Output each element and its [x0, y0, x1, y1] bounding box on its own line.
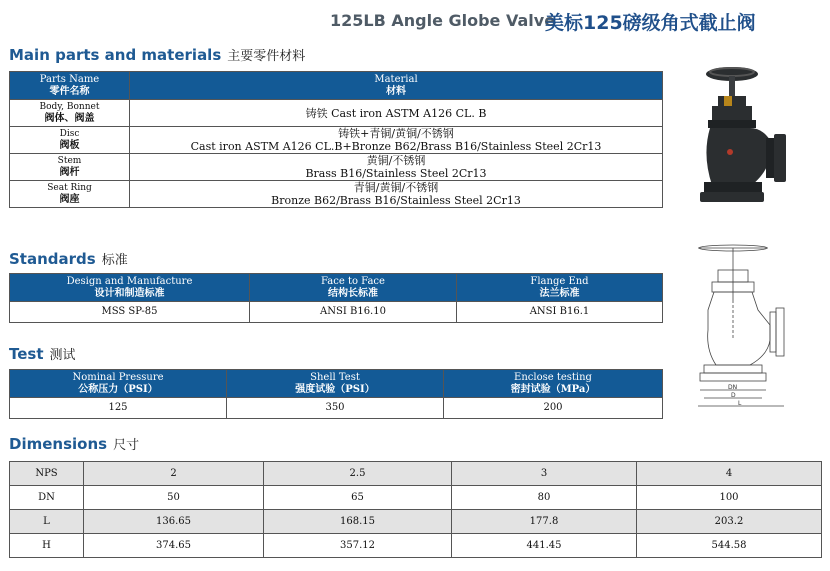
table-row: [10, 398, 663, 419]
column-header: Shell Test 强度试验（PSI）: [227, 370, 444, 398]
drawing-label-d: D: [731, 392, 736, 399]
test-table: [9, 369, 663, 419]
parts-table: [9, 71, 663, 208]
table-row: [10, 510, 822, 534]
column-header: Enclose testing 密封试验（MPa）: [444, 370, 663, 398]
table-header-row: [10, 370, 663, 398]
table-cell: 357.12: [264, 534, 452, 558]
table-cell: ANSI B16.1: [457, 302, 663, 323]
column-header: Parts Name 零件名称: [10, 72, 130, 100]
column-header: Face to Face 结构长标准: [250, 274, 457, 302]
table-cell: 350: [227, 398, 444, 419]
table-cell: Body, Bonnet 阀体、阀盖: [10, 100, 130, 127]
row-label: L: [10, 510, 84, 534]
section-heading-test: [9, 344, 76, 363]
section-title: Dimensions: [9, 435, 108, 453]
table-row: [10, 181, 663, 208]
table-row: [10, 534, 822, 558]
row-label: H: [10, 534, 84, 558]
dimensions-table: [9, 461, 822, 558]
table-cell: 177.8: [452, 510, 637, 534]
table-cell: 374.65: [84, 534, 264, 558]
table-cell: 544.58: [637, 534, 822, 558]
table-cell: 441.45: [452, 534, 637, 558]
column-header: Material 材料: [130, 72, 663, 100]
section-subtitle: 标准: [101, 253, 128, 268]
page-title-cn: 美标125磅级角式截止阀: [545, 12, 756, 34]
section-heading-parts: [9, 45, 305, 64]
table-cell: Disc 阀板: [10, 127, 130, 154]
standards-table: [9, 273, 663, 323]
table-cell: 203.2: [637, 510, 822, 534]
table-cell: 125: [10, 398, 227, 419]
table-cell: 铸铁+青铜/黄铜/不锈钢 Cast iron ASTM A126 CL.B+Bronze B62/Brass B16/Stainless Steel 2Cr13: [130, 127, 663, 154]
valve-photo: [690, 60, 800, 210]
table-row: [10, 302, 663, 323]
table-cell: Seat Ring 阀座: [10, 181, 130, 208]
table-cell: 136.65: [84, 510, 264, 534]
table-cell: 50: [84, 486, 264, 510]
table-cell: 65: [264, 486, 452, 510]
section-subtitle: 尺寸: [113, 438, 140, 453]
table-cell: 3: [452, 462, 637, 486]
page-title-en: 125LB Angle Globe Valve: [330, 11, 556, 30]
table-row: [10, 486, 822, 510]
table-header-row: [10, 274, 663, 302]
section-subtitle: 测试: [49, 348, 76, 363]
table-cell: ANSI B16.10: [250, 302, 457, 323]
row-label: DN: [10, 486, 84, 510]
section-title: Main parts and materials: [9, 46, 222, 64]
table-cell: MSS SP-85: [10, 302, 250, 323]
table-cell: 青铜/黄铜/不锈钢 Bronze B62/Brass B16/Stainless Steel 2Cr13: [130, 181, 663, 208]
valve-section-drawing: [688, 240, 808, 415]
table-row: [10, 154, 663, 181]
row-label: NPS: [10, 462, 84, 486]
table-cell: Stem 阀杆: [10, 154, 130, 181]
table-cell: 2.5: [264, 462, 452, 486]
section-heading-dimensions: [9, 434, 139, 453]
table-cell: 200: [444, 398, 663, 419]
column-header: Flange End 法兰标准: [457, 274, 663, 302]
table-header-row: [10, 72, 663, 100]
table-cell: 铸铁 Cast iron ASTM A126 CL. B: [130, 100, 663, 127]
column-header: Design and Manufacture 设计和制造标准: [10, 274, 250, 302]
section-heading-standards: [9, 249, 128, 268]
table-row: [10, 462, 822, 486]
section-title: Test: [9, 345, 44, 363]
drawing-label-dn: DN: [728, 384, 738, 391]
drawing-label-l: L: [738, 400, 742, 407]
table-cell: 2: [84, 462, 264, 486]
table-row: [10, 100, 663, 127]
table-cell: 黄铜/不锈钢 Brass B16/Stainless Steel 2Cr13: [130, 154, 663, 181]
table-cell: 100: [637, 486, 822, 510]
column-header: Nominal Pressure 公称压力（PSI）: [10, 370, 227, 398]
table-cell: 80: [452, 486, 637, 510]
table-row: [10, 127, 663, 154]
section-title: Standards: [9, 250, 96, 268]
table-cell: 4: [637, 462, 822, 486]
table-cell: 168.15: [264, 510, 452, 534]
section-subtitle: 主要零件材料: [227, 49, 306, 64]
